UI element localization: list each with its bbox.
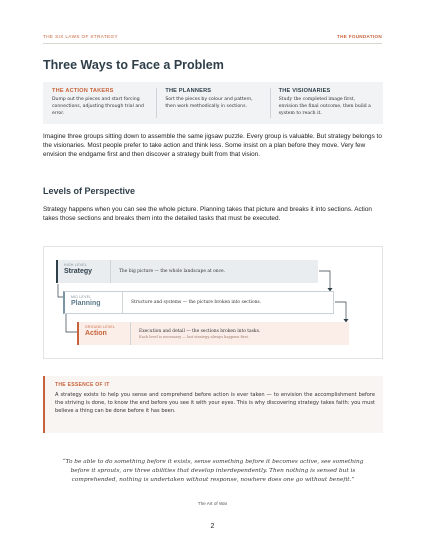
level-tier: MID LEVEL xyxy=(71,295,92,299)
way-title: THE PLANNERS xyxy=(165,88,212,94)
level-description: Structure and systems — the picture broken into sections. xyxy=(131,300,262,305)
level-description-box xyxy=(130,322,349,345)
level-tier: HIGH LEVEL xyxy=(64,263,87,267)
level-tier: GROUND LEVEL xyxy=(85,325,116,329)
book-title: THE SIX LAWS OF STRATEGY xyxy=(43,34,118,39)
way-card-action-takers xyxy=(43,82,156,124)
level-name: Strategy xyxy=(64,268,93,275)
level-description-box xyxy=(110,260,318,283)
way-title: THE VISIONARIES xyxy=(278,88,331,94)
running-header xyxy=(43,34,382,44)
level-name: Planning xyxy=(71,300,101,307)
page-number: 2 xyxy=(210,523,215,530)
way-description: Dump out the pieces and start forcing connections, adjusting through trial and error. xyxy=(52,97,144,116)
level-planning xyxy=(63,291,334,314)
callout-body: A strategy exists to help you sense and comprehend before action is ever taken — to envision the accomplishment before the striving is done, to know the end before you see it with your eyes. This is why discovering strategy takes faith: you must believe a thing can be done before it has been. xyxy=(55,392,375,414)
level-note: Each level is necessary — but strategy always happens first. xyxy=(139,334,250,339)
way-description: Study the completed image first, envision the final outcome, then build a system to reach it. xyxy=(278,97,371,116)
quote-source: The Art of War xyxy=(197,501,228,506)
level-name: Action xyxy=(85,330,107,337)
level-description: Execution and detail — the sections broken into tasks. xyxy=(139,328,261,334)
callout-title: THE ESSENCE OF IT xyxy=(55,382,110,388)
way-title: THE ACTION TAKERS xyxy=(52,88,114,94)
essence-callout xyxy=(43,376,383,433)
way-card-visionaries xyxy=(270,82,383,124)
level-label xyxy=(58,260,110,283)
three-ways-panel xyxy=(43,82,383,124)
level-description-box xyxy=(122,292,333,313)
level-label xyxy=(65,292,122,313)
connector-arrow xyxy=(319,271,330,288)
levels-paragraph: Strategy happens when you can see the whole picture. Planning takes that picture and breaks it into sections. Action takes those sections and breaks them into the detailed tasks that must be executed. xyxy=(43,206,372,222)
header-rule xyxy=(43,43,382,44)
connector-line xyxy=(66,314,77,332)
intro-paragraph: Imagine three groups sitting down to assemble the same jigsaw puzzle. Every group is valuable. But strategy belongs to the visionaries. Most people prefer to take action and think less. Some insist on a plan before they move. Very few envision the endgame first and then discover a strategy built from that vision. xyxy=(43,133,382,158)
epigraph-quote: “To be able to do something before it exists, sense something before it becomes active, see something before it sprouts, are three abilities that develop interdependently. Then nothing is sensed but is comprehended, nothing is undertaken without response, nowhere does one go without benefit.” xyxy=(62,459,364,483)
way-card-planners xyxy=(156,82,269,124)
level-strategy xyxy=(56,260,318,283)
level-description: The big picture — the whole landscape at once. xyxy=(119,269,226,274)
section-title: THE FOUNDATION xyxy=(337,34,382,39)
level-action xyxy=(77,322,349,345)
connector-arrow xyxy=(335,302,346,319)
levels-diagram xyxy=(43,246,383,359)
page-title: Three Ways to Face a Problem xyxy=(43,58,224,72)
level-label xyxy=(79,322,130,345)
way-description: Sort the pieces by colour and pattern, then work methodically in sections. xyxy=(165,97,253,109)
section-heading: Levels of Perspective xyxy=(43,186,136,196)
